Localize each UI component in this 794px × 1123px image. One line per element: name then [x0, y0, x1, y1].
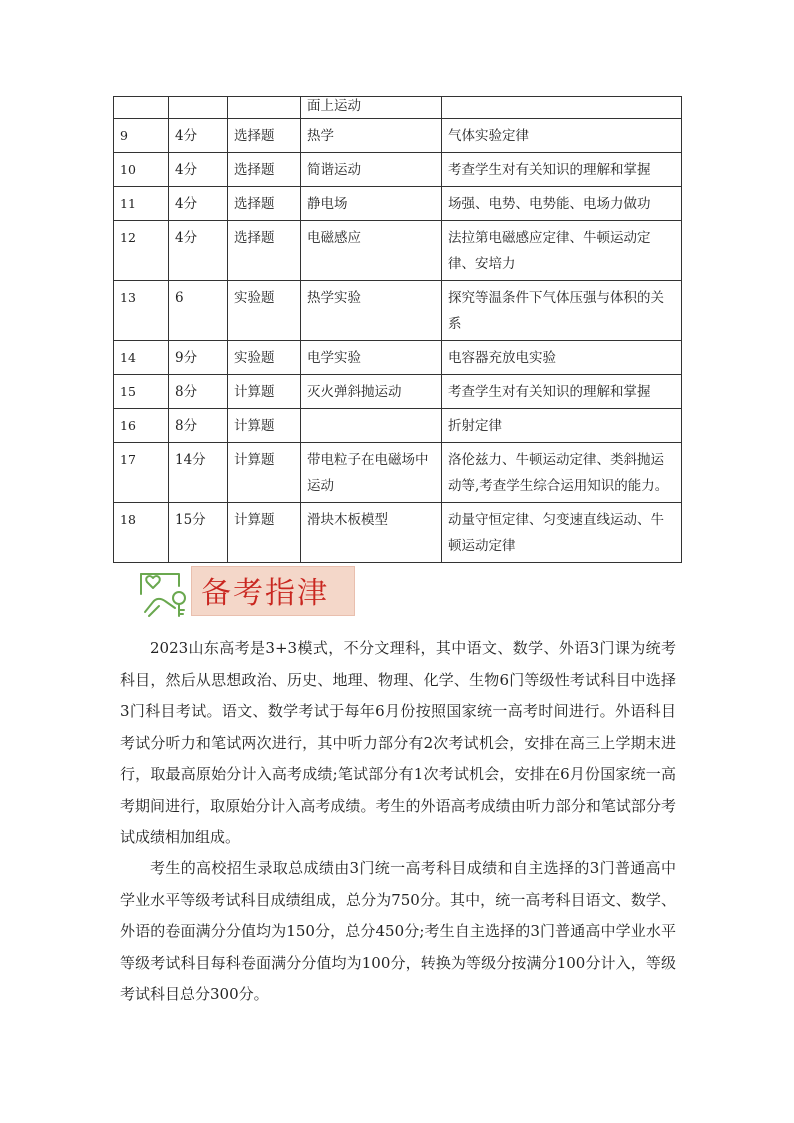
cell-score: 4分 — [169, 153, 228, 187]
table-row — [114, 375, 682, 409]
cell-question-number — [114, 97, 169, 119]
cell-question-number: 16 — [114, 409, 169, 443]
table-row — [114, 409, 682, 443]
cell-question-type: 计算题 — [228, 375, 301, 409]
paragraph-exam-mode: 2023山东高考是3+3模式，不分文理科，其中语文、数学、外语3门课为统考科目，然后从思想政治、历史、地理、物理、化学、生物6门等级性考试科目中选择3门科目考试。语文、数学考试于每年6月份按照国家统一高考时间进行。外语科目考试分听力和笔试两次进行，其中听力部分有2次考试机会，安排在高三上学期末进行，取最高原始分计入高考成绩;笔试部分有1次考试机会，安排在6月份国家统一高考期间进行，取原始分计入高考成绩。考生的外语高考成绩由听力部分和笔试部分考试成绩相加组成。 — [120, 639, 676, 846]
cell-knowledge-points: 动量守恒定律、匀变速直线运动、牛顿运动定律 — [442, 503, 682, 563]
cell-question-type: 计算题 — [228, 503, 301, 563]
cell-score — [169, 97, 228, 119]
cell-question-number: 18 — [114, 503, 169, 563]
cell-knowledge-points — [442, 97, 682, 119]
cell-knowledge-points: 考查学生对有关知识的理解和掌握 — [442, 153, 682, 187]
cell-topic: 电磁感应 — [301, 221, 442, 281]
banner-title: 备考指津 — [201, 576, 329, 611]
cell-score: 9分 — [169, 341, 228, 375]
cell-topic: 带电粒子在电磁场中运动 — [301, 443, 442, 503]
table-row — [114, 341, 682, 375]
cell-knowledge-points: 场强、电势、电势能、电场力做功 — [442, 187, 682, 221]
cell-question-number: 11 — [114, 187, 169, 221]
cell-question-number: 9 — [114, 119, 169, 153]
table-row — [114, 187, 682, 221]
cell-score: 8分 — [169, 375, 228, 409]
cell-score: 14分 — [169, 443, 228, 503]
cell-topic: 电学实验 — [301, 341, 442, 375]
exam-analysis-table — [113, 96, 682, 563]
cell-question-number: 14 — [114, 341, 169, 375]
cell-topic: 简谐运动 — [301, 153, 442, 187]
cell-topic: 滑块木板模型 — [301, 503, 442, 563]
prep-guide-banner — [135, 560, 357, 622]
cell-question-number: 12 — [114, 221, 169, 281]
cell-knowledge-points: 洛伦兹力、牛顿运动定律、类斜抛运动等,考查学生综合运用知识的能力。 — [442, 443, 682, 503]
cell-question-type: 计算题 — [228, 409, 301, 443]
cell-question-type: 计算题 — [228, 443, 301, 503]
cell-score: 6 — [169, 281, 228, 341]
heart-hand-key-icon — [135, 564, 197, 620]
cell-knowledge-points: 探究等温条件下气体压强与体积的关系 — [442, 281, 682, 341]
cell-score: 4分 — [169, 221, 228, 281]
table-row — [114, 503, 682, 563]
cell-score: 4分 — [169, 187, 228, 221]
cell-question-type: 选择题 — [228, 153, 301, 187]
table-row — [114, 153, 682, 187]
cell-topic: 热学 — [301, 119, 442, 153]
cell-knowledge-points: 考查学生对有关知识的理解和掌握 — [442, 375, 682, 409]
table-row — [114, 281, 682, 341]
table-row — [114, 443, 682, 503]
cell-question-type: 实验题 — [228, 281, 301, 341]
cell-question-number: 15 — [114, 375, 169, 409]
cell-topic: 灭火弹斜抛运动 — [301, 375, 442, 409]
cell-question-number: 13 — [114, 281, 169, 341]
cell-question-number: 10 — [114, 153, 169, 187]
cell-topic: 静电场 — [301, 187, 442, 221]
cell-topic: 热学实验 — [301, 281, 442, 341]
cell-knowledge-points: 气体实验定律 — [442, 119, 682, 153]
cell-question-number: 17 — [114, 443, 169, 503]
paragraph-total-score: 考生的高校招生录取总成绩由3门统一高考科目成绩和自主选择的3门普通高中学业水平等级考试科目成绩组成，总分为750分。其中，统一高考科目语文、数学、外语的卷面满分分值均为150分，总分450分;考生自主选择的3门普通高中学业水平等级考试科目每科卷面满分分值均为100分，转换为等级分按满分100分计入，等级考试科目总分300分。 — [120, 859, 676, 1003]
cell-question-type — [228, 97, 301, 119]
cell-knowledge-points: 法拉第电磁感应定律、牛顿运动定律、安培力 — [442, 221, 682, 281]
cell-knowledge-points: 折射定律 — [442, 409, 682, 443]
cell-question-type: 选择题 — [228, 187, 301, 221]
cell-score: 15分 — [169, 503, 228, 563]
table-row — [114, 97, 682, 119]
table-row — [114, 221, 682, 281]
cell-question-type: 选择题 — [228, 221, 301, 281]
cell-knowledge-points: 电容器充放电实验 — [442, 341, 682, 375]
cell-question-type: 选择题 — [228, 119, 301, 153]
cell-topic: 面上运动 — [301, 97, 442, 119]
cell-topic — [301, 409, 442, 443]
cell-question-type: 实验题 — [228, 341, 301, 375]
cell-score: 4分 — [169, 119, 228, 153]
cell-score: 8分 — [169, 409, 228, 443]
table-row — [114, 119, 682, 153]
